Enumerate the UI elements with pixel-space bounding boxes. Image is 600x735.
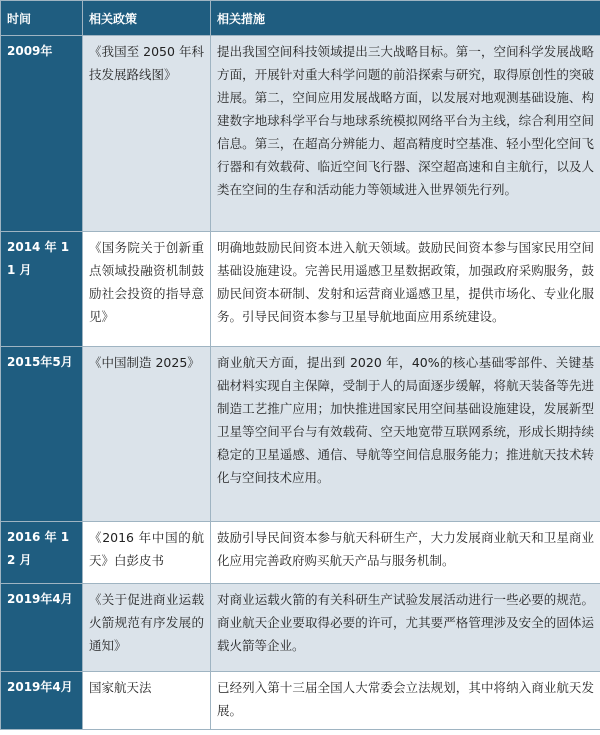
row-measure: 对商业运载火箭的有关科研生产试验发展活动进行一些必要的规范。商业航天企业要取得必要的许可，尤其要严格管理涉及安全的固体运载火箭等企业。 xyxy=(211,584,600,672)
header-measure: 相关措施 xyxy=(211,1,600,36)
row-policy: 《我国至 2050 年科技发展路线图》 xyxy=(83,36,211,232)
row-policy: 《中国制造 2025》 xyxy=(83,347,211,522)
row-policy: 国家航天法 xyxy=(83,672,211,730)
table-row xyxy=(1,522,600,584)
row-policy: 《国务院关于创新重点领域投融资机制鼓励社会投资的指导意见》 xyxy=(83,232,211,347)
row-time: 2019年4月 xyxy=(1,672,83,730)
table-header-row xyxy=(1,1,600,36)
header-time: 时间 xyxy=(1,1,83,36)
table-row xyxy=(1,232,600,347)
row-measure: 鼓励引导民间资本参与航天科研生产，大力发展商业航天和卫星商业化应用完善政府购买航天产品与服务机制。 xyxy=(211,522,600,584)
row-time: 2014 年 11 月 xyxy=(1,232,83,347)
row-policy: 《2016 年中国的航天》白彭皮书 xyxy=(83,522,211,584)
row-time: 2016 年 12 月 xyxy=(1,522,83,584)
row-measure: 提出我国空间科技领域提出三大战略目标。第一，空间科学发展战略方面，开展针对重大科学问题的前沿探索与研究，取得原创性的突破进展。第二，空间应用发展战略方面，以发展对地观测基础设施、构建数字地球科学平台与地球系统模拟网络平台为主线，综合利用空间信息。第三，在超高分辨能力、超高精度时空基准、轻小型化空间飞行器和有效载荷、临近空间飞行器、深空超高速和自主航行，以及人类在空间的生存和活动能力等领域进入世界领先行列。 xyxy=(211,36,600,232)
row-policy: 《关于促进商业运载火箭规范有序发展的通知》 xyxy=(83,584,211,672)
table-row xyxy=(1,584,600,672)
row-measure: 明确地鼓励民间资本进入航天领域。鼓励民间资本参与国家民用空间基础设施建设。完善民用遥感卫星数据政策，加强政府采购服务，鼓励民间资本研制、发射和运营商业遥感卫星，提供市场化、专业化服务。引导民间资本参与卫星导航地面应用系统建设。 xyxy=(211,232,600,347)
header-policy: 相关政策 xyxy=(83,1,211,36)
table-row xyxy=(1,36,600,232)
row-time: 2009年 xyxy=(1,36,83,232)
table-row xyxy=(1,347,600,522)
row-measure: 已经列入第十三届全国人大常委会立法规划，其中将纳入商业航天发展。 xyxy=(211,672,600,730)
table-row xyxy=(1,672,600,730)
row-time: 2015年5月 xyxy=(1,347,83,522)
row-time: 2019年4月 xyxy=(1,584,83,672)
row-measure: 商业航天方面，提出到 2020 年，40%的核心基础零部件、关键基础材料实现自主保障，受制于人的局面逐步缓解，将航天装备等先进制造工艺推广应用；加快推进国家民用空间基础设施建设，发展新型卫星等空间平台与有效载荷、空天地宽带互联网系统，形成长期持续稳定的卫星遥感、通信、导航等空间信息服务能力；推进航天技术转化与空间技术应用。 xyxy=(211,347,600,522)
